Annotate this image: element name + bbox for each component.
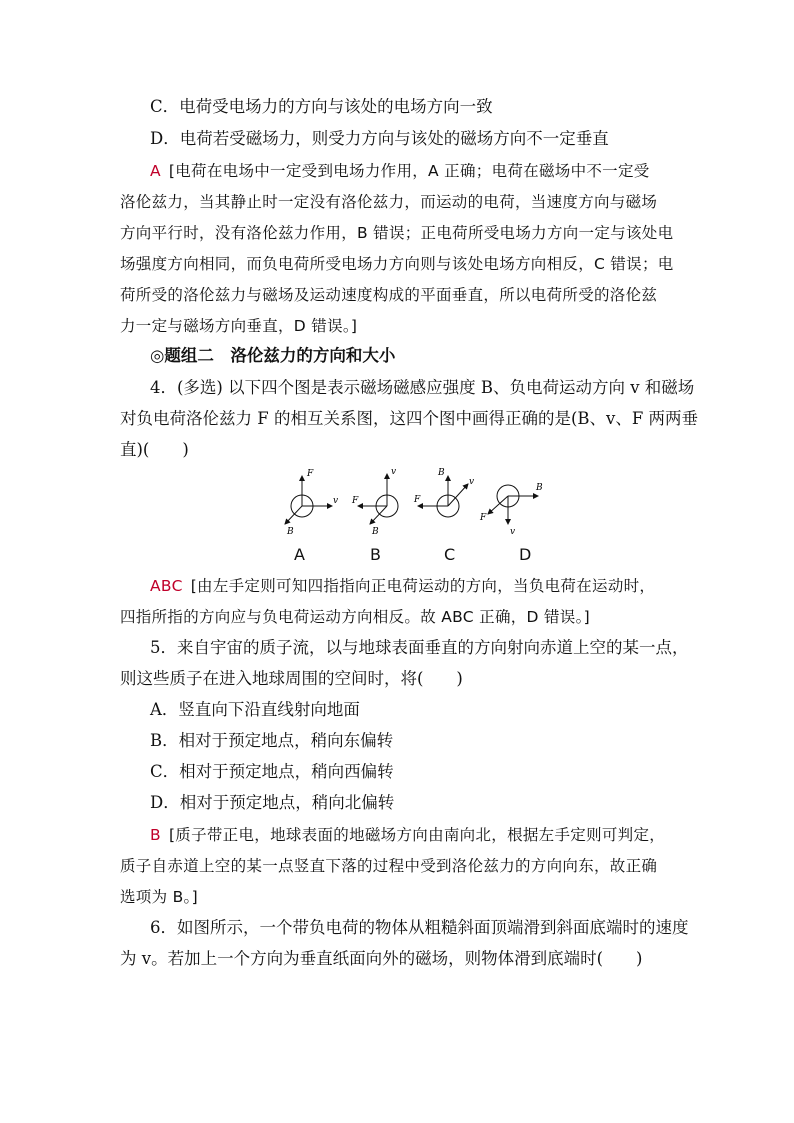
answer-3-letter: A xyxy=(150,162,161,180)
answer-3-line-5: 荷所受的洛伦兹力与磁场及运动速度构成的平面垂直，所以电荷所受的洛伦兹 xyxy=(120,286,658,304)
q4-caption-c: C xyxy=(444,545,456,564)
q4-b-label-v: v xyxy=(391,467,397,477)
answer-4-letter: ABC xyxy=(150,577,183,595)
q4-diagram-b xyxy=(351,467,398,537)
q6-line-2: 为 v。若加上一个方向为垂直纸面向外的磁场，则物体滑到底端时( ) xyxy=(120,949,643,968)
answer-3-line-4: 场强度方向相同，而负电荷所受电场力方向则与该处电场方向相反，C 错误；电 xyxy=(120,255,674,273)
q5-option-b: B．相对于预定地点，稍向东偏转 xyxy=(150,731,394,750)
section-heading: ◎题组二 洛伦兹力的方向和大小 xyxy=(150,346,396,365)
q5-line-2: 则这些质子在进入地球周围的空间时，将( ) xyxy=(120,669,463,688)
q5-option-a: A．竖直向下沿直线射向地面 xyxy=(150,700,360,719)
q4-caption-b: B xyxy=(370,545,381,564)
answer-4-line-1 xyxy=(150,574,655,598)
q4-line-2: 对负电荷洛伦兹力 F 的相互关系图，这四个图中画得正确的是(B、v、F 两两垂 xyxy=(120,409,699,428)
q4-b-label-b: B xyxy=(372,527,379,537)
q4-line-1: 4．(多选) 以下四个图是表示磁场磁感应强度 B、负电荷运动方向 v 和磁场 xyxy=(150,378,695,397)
q4-c-label-v: v xyxy=(469,477,475,487)
q4-figure xyxy=(270,462,560,572)
answer-3-line-1 xyxy=(150,159,650,183)
q4-diagram-d xyxy=(479,483,543,537)
answer-3-line-2: 洛伦兹力，当其静止时一定没有洛伦兹力，而运动的电荷，当速度方向与磁场 xyxy=(120,193,658,211)
q4-c-label-f: F xyxy=(414,495,421,505)
q3-option-d: D．电荷若受磁场力，则受力方向与该处的磁场方向不一定垂直 xyxy=(150,129,609,148)
q4-a-label-v: v xyxy=(333,496,339,506)
q4-c-label-b: B xyxy=(438,468,445,478)
q4-caption-d: D xyxy=(519,545,532,564)
q6-line-1: 6．如图所示，一个带负电荷的物体从粗糙斜面顶端滑到斜面底端时的速度 xyxy=(150,918,689,937)
q4-d-label-b: B xyxy=(536,483,543,493)
answer-5-letter: B xyxy=(150,826,161,844)
answer-3-text: [电荷在电场中一定受到电场力作用，A 正确；电荷在磁场中不一定受 xyxy=(168,162,650,180)
answer-3-line-6: 力一定与磁场方向垂直，D 错误。] xyxy=(120,317,358,335)
q5-line-1: 5．来自宇宙的质子流，以与地球表面垂直的方向射向赤道上空的某一点， xyxy=(150,638,689,657)
q4-line-3: 直)( ) xyxy=(120,440,189,459)
q3-option-c: C．电荷受电场力的方向与该处的电场方向一致 xyxy=(150,97,493,116)
q4-d-label-f: F xyxy=(480,513,487,523)
q4-diagram-a xyxy=(285,469,338,537)
answer-5-text: [质子带正电，地球表面的地磁场方向由南向北，根据左手定则可判定， xyxy=(168,826,666,844)
answer-5-line-1 xyxy=(150,823,665,847)
answer-4-text: [由左手定则可知四指指向正电荷运动的方向，当负电荷在运动时， xyxy=(190,577,656,595)
q4-diagram-c xyxy=(413,468,474,517)
answer-4-line-2: 四指所指的方向应与负电荷运动方向相反。故 ABC 正确，D 错误。] xyxy=(120,608,591,626)
answer-3-line-3: 方向平行时，没有洛伦兹力作用，B 错误；正电荷所受电场力方向一定与该处电 xyxy=(120,224,674,242)
answer-5-line-3: 选项为 B。] xyxy=(120,888,198,906)
q4-b-label-f: F xyxy=(352,496,359,506)
q5-option-d: D．相对于预定地点，稍向北偏转 xyxy=(150,793,395,812)
q4-d-label-v: v xyxy=(510,527,516,537)
q4-a-label-b: B xyxy=(287,527,294,537)
q5-option-c: C．相对于预定地点，稍向西偏转 xyxy=(150,762,394,781)
q4-caption-a: A xyxy=(294,545,305,564)
answer-5-line-2: 质子自赤道上空的某一点竖直下落的过程中受到洛伦兹力的方向向东，故正确 xyxy=(120,857,658,875)
q4-a-label-f: F xyxy=(307,469,314,479)
